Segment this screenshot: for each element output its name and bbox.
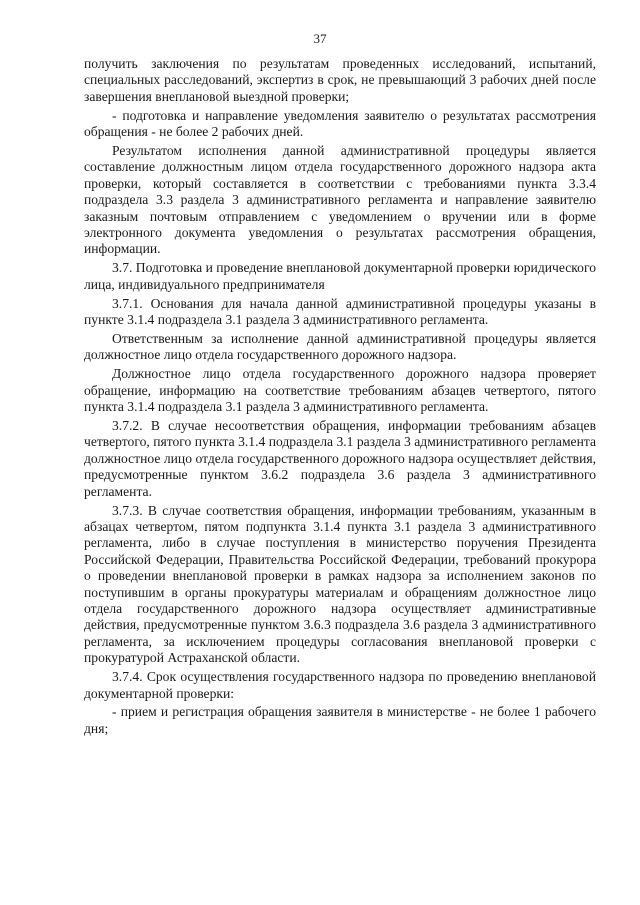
page-number: 37 [313,31,327,46]
paragraph-official-checks-request: Должностное лицо отдела государственного дорожного надзора проверяет обращение, информацию на соответствие требованиям абзацев четвертого, пятого пункта 3.1.4 подраздела 3.1 раздела 3 административного регламента. [84,366,596,415]
paragraph-3-7-2: 3.7.2. В случае несоответствия обращения, информации требованиям абзацев четвертого, пятого пункта 3.1.4 подраздела 3.1 раздела 3 административного регламента должностное лицо отдела государственного дорожного надзора осуществляет действия, предусмотренные пунктом 3.6.2 подраздела 3.6 раздела 3 административного регламента. [84,418,596,499]
paragraph-3-7-1: 3.7.1. Основания для начала данной административной процедуры указаны в пункте 3.1.4 подраздела 3.1 раздела 3 административного регламента. [84,295,596,328]
section-heading-3-7: 3.7. Подготовка и проведение внеплановой документарной проверки юридического лица, индивидуального предпринимателя [84,260,596,292]
paragraph-3-7-3: 3.7.3. В случае соответствия обращения, информации требованиям, указанным в абзацах четвертом, пятом подпункта 3.1.4 пункта 3.1 раздела 3 административного регламента, либо в случае поступления в министерство поручения Президента Российской Федерации, Правительства Российской Федерации, требований прокурора о проведении внеплановой проверки в рамках надзора за исполнением законов по поступившим в органы прокуратуры материалам и обращениям должностное лицо отдела государственного дорожного надзора осуществляет административные действия, предусмотренные пунктом 3.6.3 подраздела 3.6 раздела 3 административного регламента, за исключением процедуры согласования внеплановой проверки с прокуратурой Астраханской области. [84,502,596,666]
paragraph-procedure-result: Результатом исполнения данной административной процедуры является составление должностным лицом отдела государственного дорожного надзора акта проверки, который составляется в соответствии с требованиями пункта 3.3.4 подраздела 3.3 раздела 3 административного регламента и направление заявителю заказным почтовым отправлением с уведомлением о вручении или в форме электронного документа уведомления о результатах рассмотрения обращения, информации. [84,143,596,257]
paragraph-3-7-4: 3.7.4. Срок осуществления государственного надзора по проведению внеплановой документарной проверки: [84,669,596,701]
paragraph-registration-deadline: - прием и регистрация обращения заявителя в министерстве - не более 1 рабочего дня; [84,704,596,736]
paragraph-notification-deadline: - подготовка и направление уведомления заявителю о результатах рассмотрения обращения - не более 2 рабочих дней. [84,107,596,140]
paragraph-continuation: получить заключения по результатам проведенных исследований, испытаний, специальных расследований, экспертиз в срок, не превышающий 3 рабочих дней после завершения внеплановой выездной проверки; [84,56,596,104]
paragraph-responsible-person: Ответственным за исполнение данной административной процедуры является должностное лицо отдела государственного дорожного надзора. [84,331,596,363]
document-body [84,56,596,740]
